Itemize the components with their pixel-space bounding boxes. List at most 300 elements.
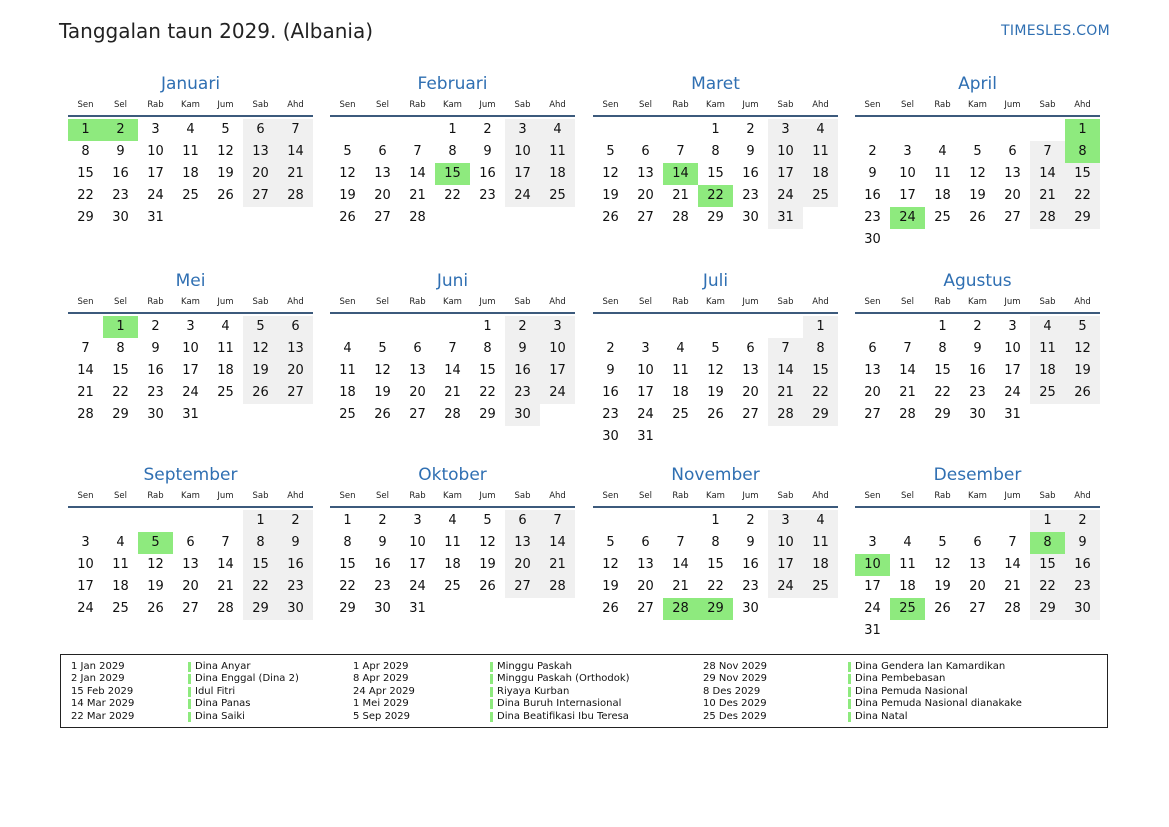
weekday-label: Rab [934,491,951,501]
weekday-label: Sen [864,491,881,501]
day-cell: 15 [707,166,724,181]
legend-date: 1 Apr 2029 [353,661,409,672]
day-cell: 31 [1004,407,1021,422]
day-cell: 20 [374,188,391,203]
legend-marker [848,687,851,697]
day-cell: 8 [343,535,352,550]
day-cell: 23 [374,579,391,594]
day-cell: 2 [278,510,313,532]
day-cell: 18 [803,163,838,185]
day-cell: 3 [903,144,912,159]
day-cell: 7 [81,341,90,356]
day-cell: 27 [505,576,540,598]
day-cell: 23 [278,576,313,598]
holiday-day: 5 [138,532,173,554]
weekday-label: Rab [409,100,426,110]
day-cell: 2 [1065,510,1100,532]
legend-name-text: Dina Natal [855,710,908,722]
day-cell: 28 [899,407,916,422]
day-cell: 8 [483,341,492,356]
legend-date: 24 Apr 2029 [353,685,415,697]
day-cell: 11 [899,557,916,572]
day-cell: 16 [479,166,496,181]
day-cell: 13 [374,166,391,181]
day-cell: 18 [803,554,838,576]
day-cell: 28 [217,601,234,616]
day-cell: 10 [540,338,575,360]
legend-date: 25 Des 2029 [703,710,767,722]
day-cell: 3 [768,119,803,141]
day-cell: 30 [278,598,313,620]
weekday-label: Jum [479,100,496,110]
month-divider [855,506,1100,508]
holiday-day: 22 [698,185,733,207]
day-cell: 13 [637,166,654,181]
day-cell: 16 [112,166,129,181]
weekday-label: Ahd [287,491,304,501]
day-cell: 10 [409,535,426,550]
weekday-label: Sab [252,491,269,501]
day-cell: 10 [1004,341,1021,356]
day-cell: 4 [1030,316,1065,338]
day-cell: 2 [606,341,615,356]
day-cell: 31 [768,207,803,229]
legend-holiday-name [490,698,621,709]
month-name: Oktober [418,465,487,485]
day-cell: 28 [672,210,689,225]
month-name: Mei [175,271,206,291]
day-cell: 30 [602,429,619,444]
legend-date: 1 Mei 2029 [353,698,409,710]
day-cell: 20 [409,385,426,400]
holiday-day: 14 [663,163,698,185]
weekday-label: Kam [181,491,200,501]
day-cell: 25 [672,407,689,422]
weekday-label: Rab [934,100,951,110]
day-cell: 14 [1004,557,1021,572]
legend-name-text: Dina Pemuda Nasional [855,685,968,697]
day-cell: 11 [803,141,838,163]
day-cell: 11 [444,535,461,550]
day-cell: 13 [969,557,986,572]
day-cell: 24 [864,601,881,616]
day-cell: 9 [746,535,755,550]
day-cell: 16 [742,166,759,181]
day-cell: 13 [182,557,199,572]
weekday-label: Sel [114,297,127,307]
day-cell: 7 [221,535,230,550]
day-cell: 20 [182,579,199,594]
day-cell: 17 [409,557,426,572]
day-cell: 11 [934,166,951,181]
month-name: April [958,74,997,94]
month-divider [330,312,575,314]
day-cell: 11 [339,363,356,378]
day-cell: 26 [1065,382,1100,404]
day-cell: 19 [217,166,234,181]
day-cell: 16 [742,557,759,572]
legend-marker [848,699,851,709]
day-cell: 25 [217,385,234,400]
day-cell: 2 [483,122,492,137]
day-cell: 12 [602,557,619,572]
page-title: Tanggalan taun 2029. (Albania) [59,19,374,43]
month-divider [68,506,313,508]
day-cell: 15 [77,166,94,181]
day-cell: 30 [147,407,164,422]
day-cell: 31 [182,407,199,422]
day-cell: 25 [803,576,838,598]
day-cell: 19 [479,557,496,572]
day-cell: 29 [1030,598,1065,620]
day-cell: 4 [803,510,838,532]
day-cell: 25 [112,601,129,616]
weekday-label: Rab [934,297,951,307]
day-cell: 30 [742,601,759,616]
day-cell: 6 [1008,144,1017,159]
legend-date: 8 Apr 2029 [353,673,409,685]
day-cell: 2 [505,316,540,338]
day-cell: 21 [77,385,94,400]
day-cell: 6 [746,341,755,356]
day-cell: 18 [540,163,575,185]
weekday-label: Sel [639,491,652,501]
day-cell: 21 [899,385,916,400]
day-cell: 20 [243,163,278,185]
day-cell: 31 [637,429,654,444]
weekday-label: Jum [1004,297,1021,307]
day-cell: 10 [147,144,164,159]
day-cell: 21 [278,163,313,185]
day-cell: 6 [186,535,195,550]
day-cell: 22 [444,188,461,203]
weekday-label: Sab [514,491,531,501]
day-cell: 2 [973,319,982,334]
month-name: Agustus [943,271,1012,291]
day-cell: 14 [768,360,803,382]
day-cell: 21 [672,188,689,203]
day-cell: 15 [803,360,838,382]
month-name: Februari [417,74,488,94]
day-cell: 6 [505,510,540,532]
day-cell: 9 [278,532,313,554]
holiday-day: 1 [103,316,138,338]
legend-name-text: Dina Gendera lan Kamardikan [855,661,1006,672]
weekday-label: Jum [479,491,496,501]
day-cell: 5 [378,341,387,356]
legend-name-text: Dina Pemuda Nasional dianakake [855,698,1022,710]
weekday-label: Sab [777,297,794,307]
day-cell: 3 [151,122,160,137]
weekday-label: Sel [901,491,914,501]
day-cell: 21 [1030,185,1065,207]
month-divider [593,506,838,508]
weekday-label: Kam [706,491,725,501]
day-cell: 6 [378,144,387,159]
weekday-label: Jum [742,491,759,501]
month-divider [855,115,1100,117]
day-cell: 21 [409,188,426,203]
day-cell: 24 [409,579,426,594]
day-cell: 26 [217,188,234,203]
day-cell: 14 [899,363,916,378]
legend-holiday-name [848,686,968,697]
month-divider [68,312,313,314]
day-cell: 26 [602,601,619,616]
day-cell: 9 [151,341,160,356]
weekday-label: Sab [777,100,794,110]
weekday-label: Ahd [287,297,304,307]
day-cell: 30 [969,407,986,422]
brand-link[interactable]: TIMESLES.COM [1001,23,1110,39]
legend-holiday-name [188,686,235,697]
day-cell: 12 [934,557,951,572]
day-cell: 8 [81,144,90,159]
day-cell: 27 [278,382,313,404]
day-cell: 11 [217,341,234,356]
weekday-label: Rab [409,491,426,501]
day-cell: 5 [606,535,615,550]
day-cell: 29 [707,210,724,225]
day-cell: 13 [1004,166,1021,181]
day-cell: 3 [868,535,877,550]
day-cell: 18 [217,363,234,378]
day-cell: 15 [479,363,496,378]
day-cell: 18 [899,579,916,594]
day-cell: 1 [343,513,352,528]
day-cell: 1 [711,513,720,528]
day-cell: 23 [112,188,129,203]
weekday-label: Sen [339,297,356,307]
day-cell: 14 [540,532,575,554]
day-cell: 23 [969,385,986,400]
legend-marker [188,674,191,684]
day-cell: 19 [934,579,951,594]
weekday-label: Sen [864,100,881,110]
weekday-label: Kam [443,100,462,110]
day-cell: 16 [374,557,391,572]
legend-holiday-name [848,673,945,684]
day-cell: 27 [182,601,199,616]
day-cell: 3 [768,510,803,532]
weekday-label: Ahd [1074,100,1091,110]
weekday-label: Jum [1004,491,1021,501]
weekday-label: Ahd [1074,491,1091,501]
holiday-day: 8 [1065,141,1100,163]
day-cell: 3 [641,341,650,356]
day-cell: 10 [182,341,199,356]
legend-marker [188,687,191,697]
weekday-label: Ahd [549,297,566,307]
day-cell: 18 [112,579,129,594]
day-cell: 18 [934,188,951,203]
day-cell: 12 [339,166,356,181]
legend-holiday-name [490,711,629,722]
day-cell: 14 [409,166,426,181]
weekday-label: Jum [217,297,234,307]
weekday-label: Sab [1039,491,1056,501]
day-cell: 16 [969,363,986,378]
weekday-label: Sab [252,100,269,110]
day-cell: 29 [243,598,278,620]
day-cell: 20 [1004,188,1021,203]
day-cell: 23 [505,382,540,404]
legend-holiday-name [848,698,1022,709]
day-cell: 7 [903,341,912,356]
day-cell: 27 [864,407,881,422]
day-cell: 3 [413,513,422,528]
day-cell: 1 [483,319,492,334]
day-cell: 16 [602,385,619,400]
day-cell: 12 [707,363,724,378]
day-cell: 7 [768,338,803,360]
day-cell: 7 [448,341,457,356]
weekday-label: Ahd [812,491,829,501]
holiday-day: 1 [68,119,103,141]
day-cell: 28 [278,185,313,207]
weekday-label: Kam [181,100,200,110]
day-cell: 31 [147,210,164,225]
weekday-label: Kam [968,491,987,501]
legend-name-text: Idul Fitri [195,685,236,697]
day-cell: 25 [803,185,838,207]
legend-marker [188,662,191,672]
legend-name-text: Riyaya Kurban [497,685,570,697]
legend-marker [848,712,851,722]
day-cell: 20 [637,188,654,203]
day-cell: 15 [1030,554,1065,576]
day-cell: 29 [479,407,496,422]
day-cell: 15 [707,557,724,572]
holiday-day: 29 [698,598,733,620]
legend-date: 28 Nov 2029 [703,661,768,672]
day-cell: 26 [147,601,164,616]
day-cell: 17 [77,579,94,594]
day-cell: 11 [803,532,838,554]
day-cell: 19 [243,360,278,382]
day-cell: 7 [540,510,575,532]
day-cell: 5 [1065,316,1100,338]
day-cell: 24 [182,385,199,400]
weekday-label: Sel [376,491,389,501]
weekday-label: Sab [1039,100,1056,110]
day-cell: 11 [672,363,689,378]
month-divider [330,506,575,508]
holiday-day: 8 [1030,532,1065,554]
day-cell: 29 [339,601,356,616]
day-cell: 4 [448,513,457,528]
day-cell: 4 [343,341,352,356]
weekday-label: Jum [217,491,234,501]
day-cell: 12 [243,338,278,360]
day-cell: 1 [243,510,278,532]
day-cell: 16 [278,554,313,576]
weekday-label: Sen [602,491,619,501]
weekday-label: Rab [672,491,689,501]
day-cell: 9 [505,338,540,360]
day-cell: 15 [934,363,951,378]
day-cell: 17 [1004,363,1021,378]
day-cell: 22 [1065,185,1100,207]
day-cell: 6 [868,341,877,356]
day-cell: 14 [444,363,461,378]
day-cell: 4 [938,144,947,159]
day-cell: 7 [278,119,313,141]
day-cell: 13 [505,532,540,554]
weekday-label: Sen [77,491,94,501]
day-cell: 27 [637,601,654,616]
day-cell: 22 [707,579,724,594]
legend-marker [490,712,493,722]
day-cell: 19 [969,188,986,203]
day-cell: 15 [339,557,356,572]
day-cell: 25 [339,407,356,422]
weekday-label: Ahd [812,100,829,110]
day-cell: 8 [711,535,720,550]
day-cell: 22 [479,385,496,400]
month-divider [593,312,838,314]
day-cell: 18 [672,385,689,400]
day-cell: 9 [746,144,755,159]
day-cell: 10 [768,141,803,163]
day-cell: 21 [540,554,575,576]
holiday-day: 2 [103,119,138,141]
day-cell: 19 [339,188,356,203]
day-cell: 22 [112,385,129,400]
legend-holiday-name [188,698,251,709]
day-cell: 9 [116,144,125,159]
day-cell: 7 [676,535,685,550]
day-cell: 14 [672,557,689,572]
holiday-day: 25 [890,598,925,620]
day-cell: 3 [540,316,575,338]
day-cell: 24 [505,185,540,207]
day-cell: 14 [77,363,94,378]
day-cell: 2 [378,513,387,528]
day-cell: 1 [711,122,720,137]
day-cell: 7 [1008,535,1017,550]
day-cell: 21 [444,385,461,400]
legend-holiday-name [848,711,908,722]
day-cell: 26 [602,210,619,225]
weekday-label: Sen [339,491,356,501]
weekday-label: Ahd [812,297,829,307]
day-cell: 28 [540,576,575,598]
day-cell: 19 [602,579,619,594]
day-cell: 23 [602,407,619,422]
legend-date: 22 Mar 2029 [71,710,135,722]
day-cell: 11 [112,557,129,572]
legend-date: 14 Mar 2029 [71,698,135,710]
weekday-label: Kam [968,297,987,307]
holiday-day: 15 [435,163,470,185]
legend-holiday-name [188,711,245,722]
weekday-label: Rab [147,297,164,307]
legend-date: 5 Sep 2029 [353,710,411,722]
day-cell: 19 [374,385,391,400]
day-cell: 11 [182,144,199,159]
day-cell: 18 [182,166,199,181]
day-cell: 5 [243,316,278,338]
legend-date: 2 Jan 2029 [71,673,125,685]
day-cell: 3 [1008,319,1017,334]
day-cell: 26 [707,407,724,422]
day-cell: 2 [151,319,160,334]
legend-name-text: Dina Buruh Internasional [497,698,622,710]
weekday-label: Sel [901,297,914,307]
day-cell: 1 [1030,510,1065,532]
weekday-label: Sab [1039,297,1056,307]
